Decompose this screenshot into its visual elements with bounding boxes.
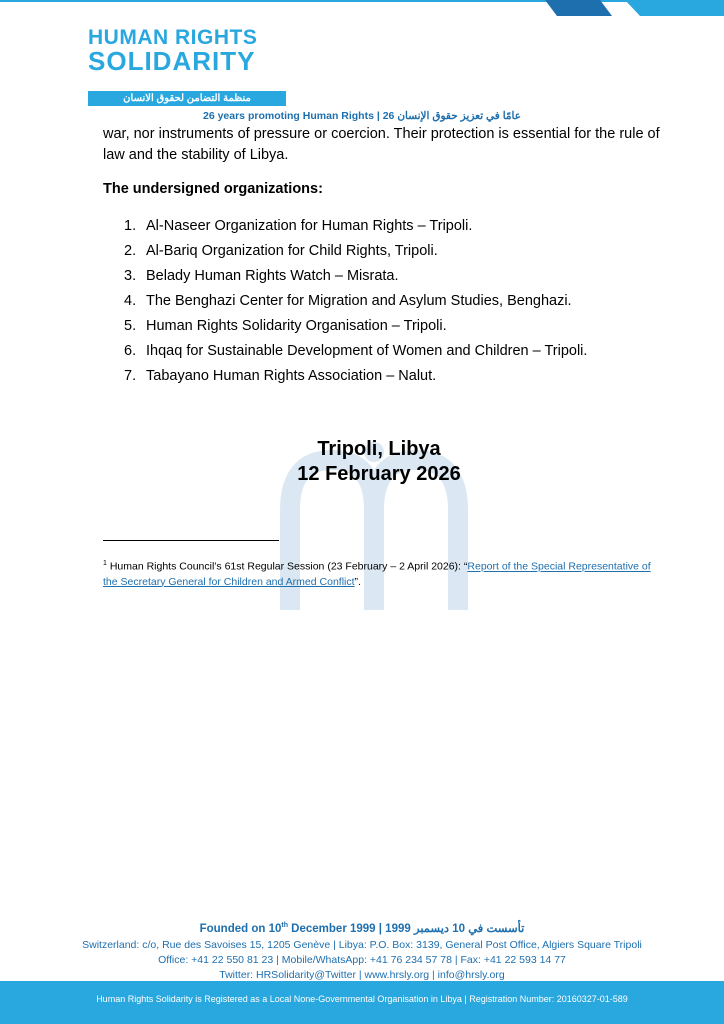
footnote-marker: 1 — [103, 560, 107, 567]
registration-text: Human Rights Solidarity is Registered as a Local None-Governmental Organisation in Libya | Registration Number: 20160327-01-589 — [96, 994, 628, 1004]
list-number: 4. — [124, 293, 137, 309]
footer-social: Twitter: HRSolidarity@Twitter | www.hrsly.org | info@hrsly.org — [219, 968, 505, 981]
footnote-report-link[interactable]: Report of the Special Representative of the Secretary General for Children and Armed Conflict — [103, 560, 651, 588]
list-item — [124, 341, 587, 366]
list-number: 2. — [124, 243, 137, 259]
organization-name: Human Rights Solidarity Organisation – Tripoli. — [146, 318, 447, 334]
list-number: 3. — [124, 268, 137, 284]
organization-name: Belady Human Rights Watch – Misrata. — [146, 268, 399, 284]
logo-line-2: SOLIDARITY — [88, 46, 256, 76]
footnote — [103, 556, 663, 590]
founded-text: Founded on 10 — [199, 922, 282, 935]
logo-arabic-banner: منظمة التضامن لحقوق الانسان — [88, 91, 286, 106]
list-number: 7. — [124, 368, 137, 384]
list-item — [124, 241, 587, 266]
footer-founded — [0, 917, 724, 938]
organizations-heading: The undersigned organizations: — [103, 181, 323, 197]
footer-address: Switzerland: c/o, Rue des Savoises 15, 1205 Genève | Libya: P.O. Box: 3139, General Post Office, Algiers Square Tripoli — [82, 938, 642, 951]
list-number: 5. — [124, 318, 137, 334]
signature-date: 12 February 2026 — [297, 463, 461, 485]
organization-name: Al-Naseer Organization for Human Rights – Tripoli. — [146, 218, 473, 234]
logo-line-1: HUMAN RIGHTS — [88, 26, 258, 49]
list-item — [124, 266, 587, 291]
founded-ordinal: th — [281, 922, 288, 929]
organization-name: Tabayano Human Rights Association – Nalut. — [146, 368, 437, 384]
organization-name: The Benghazi Center for Migration and Asylum Studies, Benghazi. — [146, 293, 572, 309]
list-number: 6. — [124, 343, 137, 359]
list-item — [124, 216, 587, 241]
page-footer — [0, 917, 724, 983]
organization-name: Ihqaq for Sustainable Development of Women and Children – Tripoli. — [146, 343, 588, 359]
list-number: 1. — [124, 218, 137, 234]
founded-rest: December 1999 | 1999 تأسست في 10 ديسمبر — [287, 922, 525, 935]
footer-phones: Office: +41 22 550 81 23 | Mobile/WhatsApp: +41 76 234 57 78 | Fax: +41 22 593 14 77 — [158, 953, 566, 966]
organization-name: Al-Bariq Organization for Child Rights, Tripoli. — [146, 243, 438, 259]
organizations-list — [124, 216, 587, 391]
list-item — [124, 366, 587, 391]
list-item — [124, 316, 587, 341]
header-tagline: 26 years promoting Human Rights | 26 عامًا في تعزيز حقوق الإنسان — [202, 110, 522, 122]
footnote-separator — [103, 540, 279, 541]
footnote-text: Human Rights Council’s 61st Regular Session (23 February – 2 April 2026): “ — [106, 560, 468, 573]
list-item — [124, 291, 587, 316]
organization-logo — [86, 22, 290, 104]
footer-registration-bar — [0, 981, 724, 1024]
header-stripes — [0, 0, 724, 16]
signature-city: Tripoli, Libya — [317, 438, 441, 460]
footnote-tail: ”. — [354, 575, 361, 588]
body-paragraph: war, nor instruments of pressure or coercion. Their protection is essential for the rule of law and the stability of Libya. — [103, 126, 660, 163]
